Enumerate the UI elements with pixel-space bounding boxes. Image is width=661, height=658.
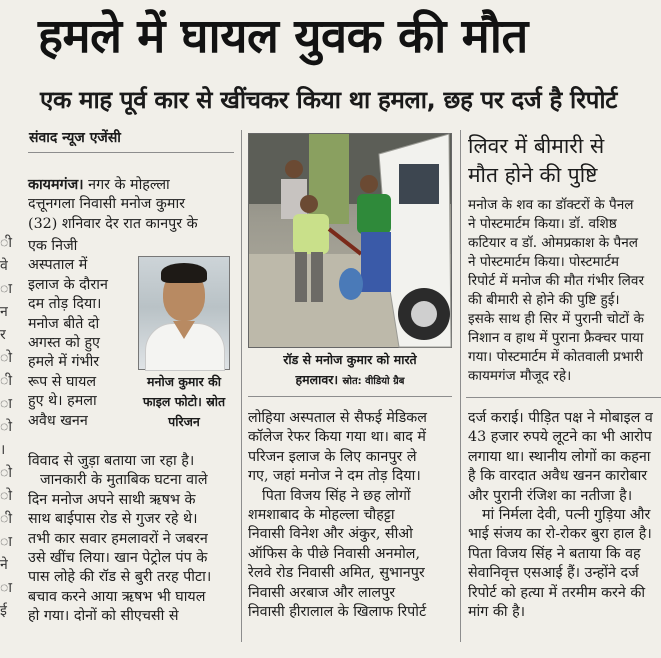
fragment-line: ा [0, 396, 12, 412]
text-line: नगर के मोहल्ला [88, 177, 170, 193]
text-line: गया। पोस्टमार्टम में कोतवाली प्रभारी [468, 349, 644, 365]
text-line: भाई संजय का रो-रोकर बुरा हाल है। [468, 526, 652, 543]
fragment-line: ो [0, 350, 12, 366]
text-line: एक निजी [28, 238, 78, 254]
adjacent-column-fragment [0, 232, 12, 627]
text-line: दिन मनोज अपने साथी ऋषभ के [28, 491, 196, 508]
text-line: मनोज बीते दो [28, 315, 100, 332]
text-line: निशान व हाथ में पुराना फ्रैक्चर पाया [468, 330, 644, 346]
section-rule [466, 397, 661, 398]
fragment-line: ो [0, 419, 12, 435]
caption-line: रॉड से मनोज कुमार को मारते [283, 352, 417, 367]
text-line: गए, जहां मनोज ने दम तोड़ दिया। [248, 468, 421, 485]
text-line: लोहिया अस्पताल से सैफई मेडिकल [248, 410, 427, 426]
column-divider [460, 130, 461, 642]
text-line: बचाव करने आया ऋषभ भी घायल [28, 588, 206, 605]
text-line: हमले में गंभीर [28, 354, 100, 371]
text-line: पिता विजय सिंह ने बताया कि वह [468, 545, 641, 562]
fragment-line: ा [0, 534, 12, 550]
text-line: हो गया। दोनों को सीएचसी से [28, 608, 179, 625]
dateline: कायमगंज। [28, 177, 84, 193]
fragment-line: ा [0, 281, 12, 297]
subheading-liver-disease [468, 132, 661, 194]
text-line: उसे खींच लिया। खान पेट्रोल पंप के [28, 550, 208, 567]
column-divider [241, 130, 242, 642]
caption-rule [248, 396, 452, 397]
text-line: है कि वारदात अवैध खनन कारोबार [468, 468, 648, 485]
text-line: निवासी विनेश और अंकुर, सीओ [248, 526, 413, 543]
text-line: शमशाबाद के मोहल्ला चौहट्टा [248, 507, 395, 524]
text-line: रिपोर्ट को हत्या में तरमीम करने की [468, 584, 646, 601]
fragment-line: । [0, 442, 6, 458]
text-line: विवाद से जुड़ा बताया जा रहा है। [28, 453, 195, 469]
caption-source: स्रोत: वीडियो ग्रैब [342, 376, 405, 387]
subheadline: एक माह पूर्व कार से खींचकर किया था हमला, छह पर दर्ज है रिपोर्ट [40, 86, 618, 114]
text-line: कटियार व डॉ. ओमप्रकाश के पैनल [468, 235, 638, 251]
text-line: दत्तूनगला निवासी मनोज कुमार [28, 196, 186, 213]
col1-bottom-lines [28, 452, 234, 642]
text-line: मां निर्मला देवी, पत्नी गुड़िया और [482, 507, 651, 524]
col1-narrow-lines [28, 237, 132, 455]
text-line: दम तोड़ दिया। [28, 296, 102, 313]
text-line: ने पोस्टमार्टम किया। डॉ. वशिष्ठ [468, 216, 617, 232]
fragment-line: ई [0, 603, 7, 619]
text-line: तभी कार सवार हमलावरों ने जबरन [28, 530, 208, 547]
byline-rule [28, 152, 234, 153]
caption-line: मनोज कुमार की [147, 374, 221, 389]
text-line: अगस्त को हुए [28, 335, 100, 352]
text-line: निवासी अरबाज और लालपुर [248, 584, 396, 601]
fragment-line: ा [0, 580, 12, 596]
fragment-line: ी [0, 373, 12, 389]
text-line: कायमगंज मौजूद रहे। [468, 368, 572, 384]
text-line: पिता विजय सिंह ने छह लोगों [262, 487, 411, 504]
text-line: ऑफिस के पीछे निवासी अनमोल, [248, 545, 421, 562]
text-line: और पुरानी रंजिश का नतीजा है। [468, 487, 633, 504]
text-line: दर्ज कराई। पीड़ित पक्ष ने मोबाइल व [468, 410, 653, 426]
text-line: कॉलेज रेफर किया गया था। बाद में [248, 429, 426, 446]
col2-text [248, 409, 452, 642]
fragment-line: ी [0, 235, 12, 251]
attack-scene-illustration [249, 134, 451, 347]
text-line: सेवानिवृत्त एसआई हैं। उन्होंने दर्ज [468, 565, 639, 582]
fragment-line: न [0, 304, 8, 320]
text-line: जानकारी के मुताबिक घटना वाले [40, 472, 208, 489]
headline: हमले में घायल युवक की मौत [38, 9, 528, 64]
fragment-line: ो [0, 488, 12, 504]
text-line: अस्पताल में [28, 257, 88, 274]
caption-line: परिजन [168, 414, 200, 429]
col1-full-lines [28, 176, 234, 236]
text-line: हुए थे। हमला [28, 393, 97, 410]
text-line: साथ बाईपास रोड से गुजर रहे थे। [28, 511, 198, 528]
subheading-line: लिवर में बीमारी से [468, 134, 605, 158]
subheading-line: मौत होने की पुष्टि [468, 163, 598, 187]
text-line: परिजन इलाज के लिए कानपुर ले [248, 448, 417, 465]
text-line: इसके साथ ही सिर में पुरानी चोटों के [468, 311, 644, 327]
portrait-photo [138, 256, 230, 370]
text-line: 43 हजार रुपये लूटने का भी आरोप [468, 429, 652, 446]
text-line: मनोज के शव का डॉक्टरों के पैनल [468, 197, 634, 213]
text-line: लगाया था। स्थानीय लोगों का कहना [468, 448, 651, 465]
col3-top-text [468, 196, 661, 394]
byline: संवाद न्यूज एजेंसी [29, 130, 121, 146]
fragment-line: वे [0, 258, 8, 274]
text-line: रिपोर्ट में मनोज की मौत गंभीर लिवर [468, 273, 645, 289]
fragment-line: ने [0, 557, 8, 573]
text-line: पास लोहे की रॉड से बुरी तरह पीटा। [28, 569, 212, 586]
text-line: रेलवे रोड निवासी अमित, सुभानपुर [248, 565, 425, 582]
fragment-line: ो [0, 465, 12, 481]
text-line: रूप से घायल [28, 373, 97, 390]
text-line: (32) शनिवार देर रात कानपुर के [28, 215, 198, 232]
text-line: निवासी हीरालाल के खिलाफ रिपोर्ट [248, 604, 427, 621]
portrait-hair [161, 263, 207, 283]
text-line: की बीमारी से होने की पुष्टि हुई। [468, 292, 620, 308]
text-line: मांग की है। [468, 604, 526, 621]
col3-bottom-text [468, 409, 661, 642]
attack-photo-caption [250, 350, 450, 392]
fragment-line: र [0, 327, 6, 343]
text-line: इलाज के दौरान [28, 276, 108, 293]
portrait-caption [134, 372, 234, 434]
attack-video-grab-photo [248, 133, 452, 348]
caption-line: हमलावर। [295, 372, 339, 387]
text-line: अवैध खनन [28, 412, 88, 429]
caption-line: फाइल फोटो। स्रोत [142, 394, 226, 409]
text-line: ने पोस्टमार्टम किया। पोस्टमार्टम [468, 254, 620, 270]
fragment-line: ी [0, 511, 12, 527]
